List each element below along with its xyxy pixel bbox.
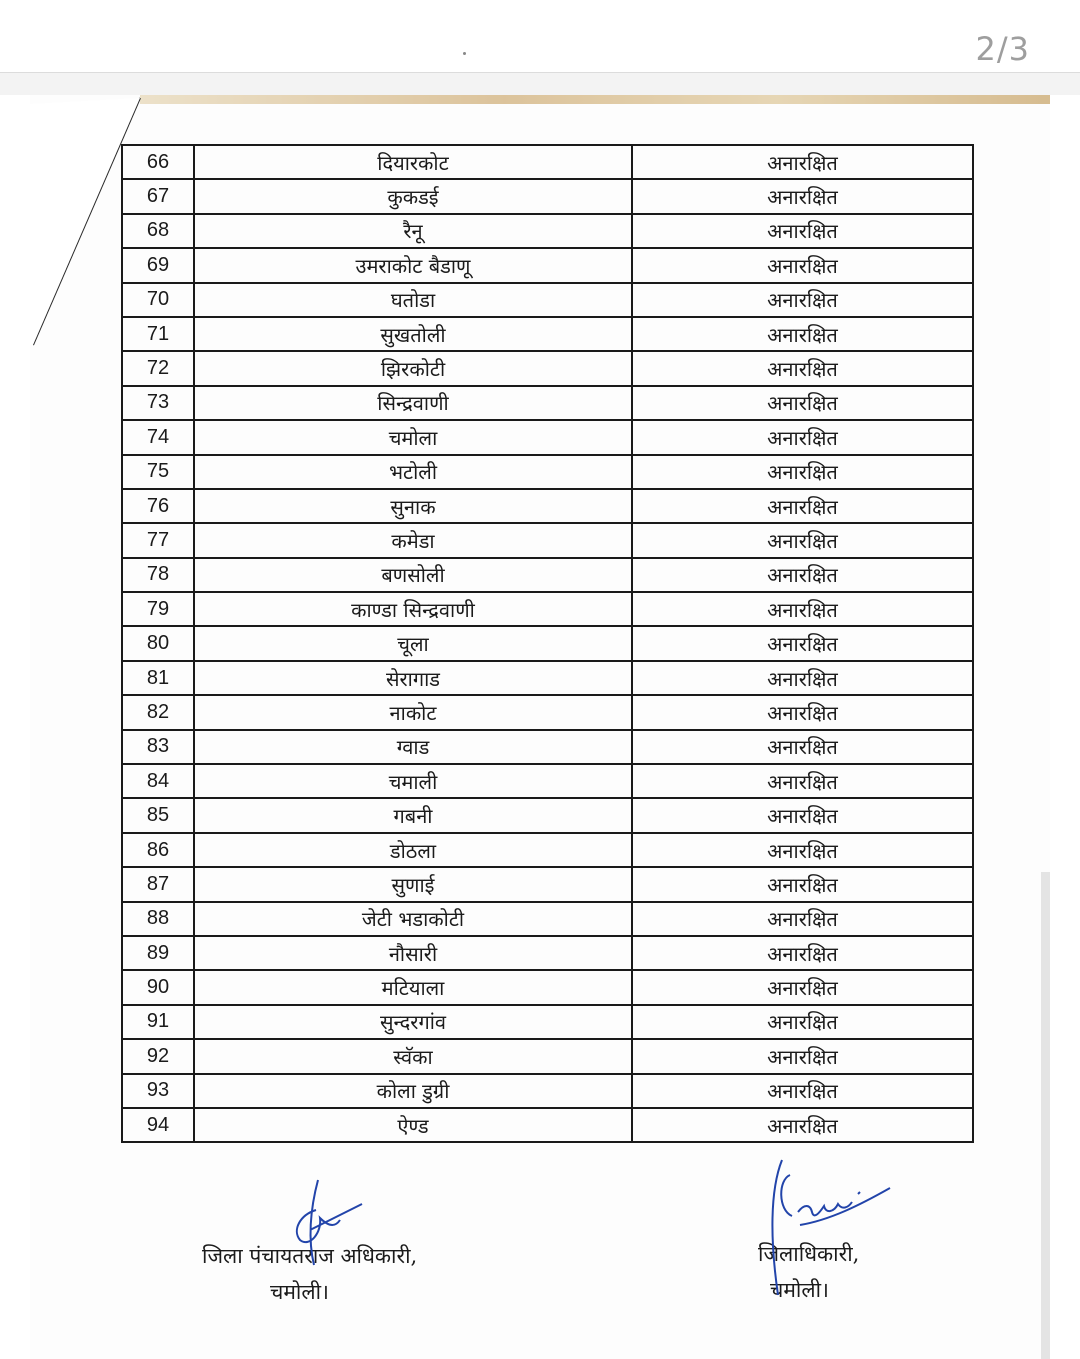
table-row	[122, 558, 973, 592]
category-cell: अनारक्षित	[632, 420, 973, 454]
table-row	[122, 902, 973, 936]
village-name-cell: ग्वाड	[194, 730, 632, 764]
category-cell: अनारक्षित	[632, 455, 973, 489]
category-cell: अनारक्षित	[632, 386, 973, 420]
category-cell: अनारक्षित	[632, 764, 973, 798]
category-cell: अनारक्षित	[632, 317, 973, 351]
category-cell: अनारक्षित	[632, 592, 973, 626]
village-name-cell: बणसोली	[194, 558, 632, 592]
serial-number-cell: 83	[122, 730, 194, 764]
serial-number-cell: 89	[122, 936, 194, 970]
serial-number-cell: 80	[122, 626, 194, 660]
serial-number-cell: 85	[122, 798, 194, 832]
table-row	[122, 283, 973, 317]
serial-number-cell: 78	[122, 558, 194, 592]
category-cell: अनारक्षित	[632, 695, 973, 729]
category-cell: अनारक्षित	[632, 489, 973, 523]
village-name-cell: उमराकोट बैडाणू	[194, 248, 632, 282]
table-row	[122, 351, 973, 385]
table-row	[122, 420, 973, 454]
table-row	[122, 489, 973, 523]
serial-number-cell: 76	[122, 489, 194, 523]
serial-number-cell: 93	[122, 1074, 194, 1108]
village-name-cell: डोठला	[194, 833, 632, 867]
left-signature-icon	[280, 1170, 380, 1280]
serial-number-cell: 94	[122, 1108, 194, 1142]
serial-number-cell: 75	[122, 455, 194, 489]
serial-number-cell: 87	[122, 867, 194, 901]
serial-number-cell: 91	[122, 1005, 194, 1039]
serial-number-cell: 92	[122, 1039, 194, 1073]
table-row	[122, 1005, 973, 1039]
serial-number-cell: 72	[122, 351, 194, 385]
serial-number-cell: 67	[122, 179, 194, 213]
category-cell: अनारक्षित	[632, 936, 973, 970]
category-cell: अनारक्षित	[632, 867, 973, 901]
serial-number-cell: 88	[122, 902, 194, 936]
table-row	[122, 214, 973, 248]
table-row	[122, 1039, 973, 1073]
serial-number-cell: 84	[122, 764, 194, 798]
table-row	[122, 248, 973, 282]
left-designation: जिला पंचायतराज अधिकारी,	[202, 1244, 418, 1268]
table-row	[122, 523, 973, 557]
viewer-gap	[0, 73, 1080, 95]
serial-number-cell: 66	[122, 145, 194, 179]
serial-number-cell: 69	[122, 248, 194, 282]
table-row	[122, 626, 973, 660]
village-name-cell: कोला डुग्री	[194, 1074, 632, 1108]
category-cell: अनारक्षित	[632, 1039, 973, 1073]
right-district: चमोली।	[770, 1278, 829, 1302]
right-designation: जिलाधिकारी,	[758, 1242, 860, 1266]
village-name-cell: चूला	[194, 626, 632, 660]
category-cell: अनारक्षित	[632, 145, 973, 179]
serial-number-cell: 68	[122, 214, 194, 248]
serial-number-cell: 79	[122, 592, 194, 626]
table-row	[122, 798, 973, 832]
village-name-cell: ऐण्ड	[194, 1108, 632, 1142]
category-cell: अनारक्षित	[632, 248, 973, 282]
category-cell: अनारक्षित	[632, 283, 973, 317]
table-row	[122, 179, 973, 213]
village-name-cell: काण्डा सिन्द्रवाणी	[194, 592, 632, 626]
scrollbar-track[interactable]	[1041, 872, 1050, 1359]
village-name-cell: कमेडा	[194, 523, 632, 557]
table-row	[122, 970, 973, 1004]
category-cell: अनारक्षित	[632, 1005, 973, 1039]
table-row	[122, 936, 973, 970]
village-name-cell: झिरकोटी	[194, 351, 632, 385]
table-row	[122, 695, 973, 729]
village-name-cell: स्वॅका	[194, 1039, 632, 1073]
village-name-cell: सेरागाड	[194, 661, 632, 695]
village-name-cell: भटोली	[194, 455, 632, 489]
table-row	[122, 592, 973, 626]
table-row	[122, 1074, 973, 1108]
serial-number-cell: 71	[122, 317, 194, 351]
serial-number-cell: 90	[122, 970, 194, 1004]
village-name-cell: घतोडा	[194, 283, 632, 317]
table-row	[122, 386, 973, 420]
serial-number-cell: 73	[122, 386, 194, 420]
serial-number-cell: 81	[122, 661, 194, 695]
category-cell: अनारक्षित	[632, 214, 973, 248]
village-name-cell: चमाली	[194, 764, 632, 798]
table-row	[122, 661, 973, 695]
village-name-cell: सिन्द्रवाणी	[194, 386, 632, 420]
table-row	[122, 317, 973, 351]
category-cell: अनारक्षित	[632, 1108, 973, 1142]
table-row	[122, 867, 973, 901]
village-name-cell: सुनाक	[194, 489, 632, 523]
village-name-cell: सुन्दरगांव	[194, 1005, 632, 1039]
serial-number-cell: 70	[122, 283, 194, 317]
village-name-cell: जेटी भडाकोटी	[194, 902, 632, 936]
category-cell: अनारक्षित	[632, 902, 973, 936]
page-indicator: 2/3	[975, 30, 1030, 68]
page-top-edge	[140, 95, 1050, 104]
village-name-cell: सुणाई	[194, 867, 632, 901]
table-row	[122, 833, 973, 867]
dot-marker	[463, 52, 466, 55]
village-name-cell: नाकोट	[194, 695, 632, 729]
category-cell: अनारक्षित	[632, 730, 973, 764]
category-cell: अनारक्षित	[632, 523, 973, 557]
category-cell: अनारक्षित	[632, 626, 973, 660]
village-name-cell: कुकडई	[194, 179, 632, 213]
village-name-cell: दियारकोट	[194, 145, 632, 179]
category-cell: अनारक्षित	[632, 558, 973, 592]
category-cell: अनारक्षित	[632, 351, 973, 385]
table-row	[122, 730, 973, 764]
serial-number-cell: 77	[122, 523, 194, 557]
village-reservation-table	[121, 144, 974, 1143]
left-district: चमोली।	[270, 1280, 329, 1304]
village-name-cell: गबनी	[194, 798, 632, 832]
serial-number-cell: 86	[122, 833, 194, 867]
table-row	[122, 455, 973, 489]
right-signature-icon	[760, 1150, 900, 1300]
table-row	[122, 764, 973, 798]
village-name-cell: सुखतोली	[194, 317, 632, 351]
category-cell: अनारक्षित	[632, 798, 973, 832]
table-row	[122, 1108, 973, 1142]
village-name-cell: नौसारी	[194, 936, 632, 970]
category-cell: अनारक्षित	[632, 833, 973, 867]
village-name-cell: मटियाला	[194, 970, 632, 1004]
category-cell: अनारक्षित	[632, 661, 973, 695]
table-row	[122, 145, 973, 179]
serial-number-cell: 74	[122, 420, 194, 454]
category-cell: अनारक्षित	[632, 970, 973, 1004]
village-name-cell: रैनू	[194, 214, 632, 248]
category-cell: अनारक्षित	[632, 1074, 973, 1108]
category-cell: अनारक्षित	[632, 179, 973, 213]
serial-number-cell: 82	[122, 695, 194, 729]
village-name-cell: चमोला	[194, 420, 632, 454]
viewer-toolbar	[0, 0, 1080, 73]
